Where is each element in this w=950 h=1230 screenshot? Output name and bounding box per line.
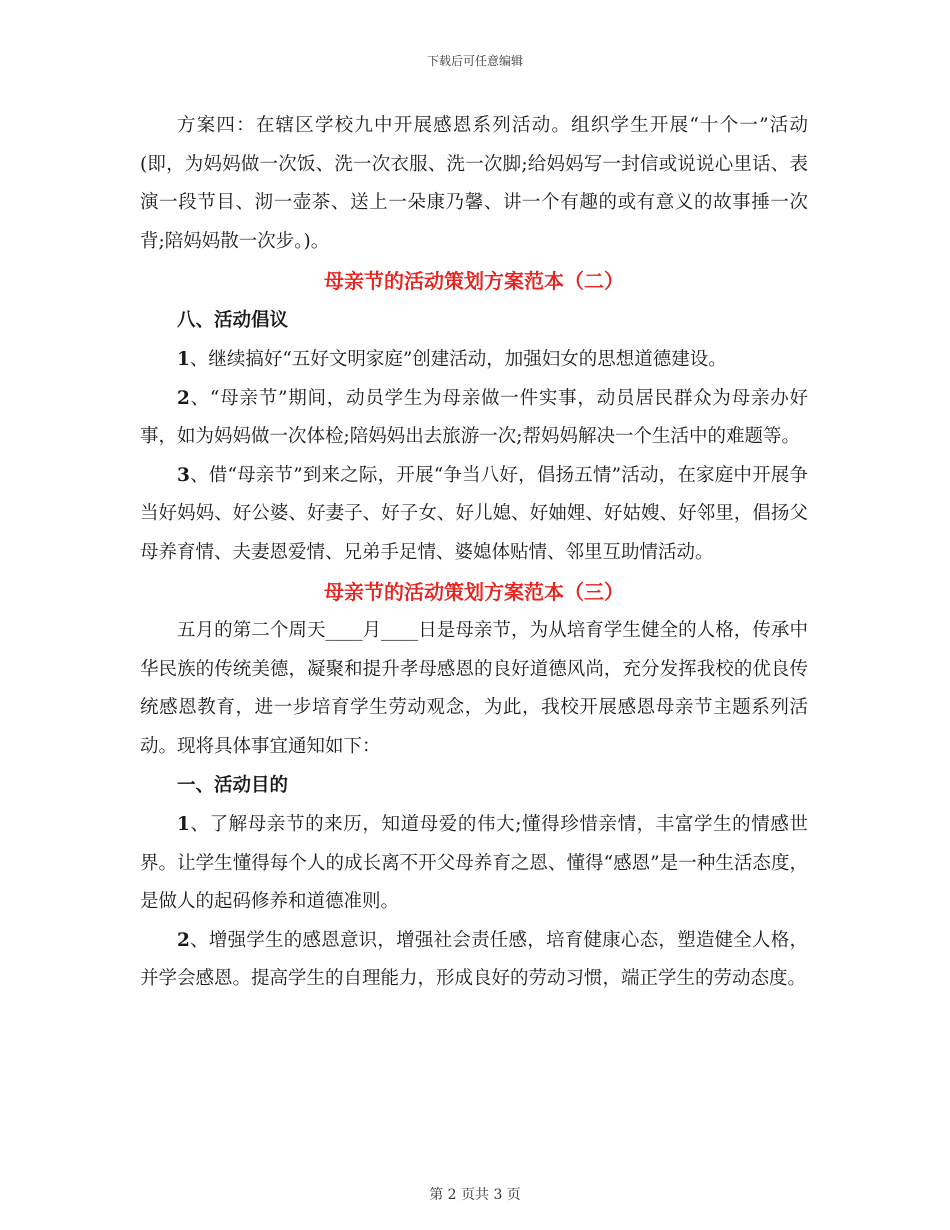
- proposal-item-1: [140, 341, 808, 380]
- paragraph-plan-four: 方案四：在辖区学校九中开展感恩系列活动。组织学生开展“十个一”活动(即，为妈妈做一次饭、洗一次衣服、洗一次脚;给妈妈写一封信或说说心里话、表演一段节目、沏一壶茶、送上一朵康乃馨、讲一个有趣的或有意义的故事捶一次背;陪妈妈散一次步。)。: [140, 115, 808, 252]
- item-number: 2: [177, 387, 190, 409]
- section-title-three: 母亲节的活动策划方案范本（三）: [324, 580, 624, 604]
- purpose-item-2: [140, 922, 808, 999]
- heading-activity-purpose: 一、活动目的: [177, 775, 289, 796]
- document-body: [140, 107, 808, 999]
- section-title-two: 母亲节的活动策划方案范本（二）: [324, 269, 624, 293]
- proposal-item-3: [140, 457, 808, 573]
- item-text: 、“母亲节”期间，动员学生为母亲做一件实事，动员居民群众为母亲办好事，如为妈妈做一次体检;陪妈妈出去旅游一次;帮妈妈解决一个生活中的难题等。: [140, 387, 808, 447]
- item-text: 、继续搞好“五好文明家庭”创建活动，加强妇女的思想道德建设。: [189, 349, 727, 370]
- item-text: 、增强学生的感恩意识，增强社会责任感，培育健康心态，塑造健全人格，并学会感恩。提高学生的自理能力，形成良好的劳动习惯，端正学生的劳动态度。: [140, 929, 808, 989]
- item-text: 、借“母亲节”到来之际，开展“争当八好，倡扬五情”活动，在家庭中开展争当好妈妈、好公婆、好妻子、好子女、好儿媳、好妯娌、好姑嫂、好邻里，倡扬父母养育情、夫妻恩爱情、兄弟手足情、婆媳体贴情、邻里互助情活动。: [140, 464, 808, 563]
- item-number: 1: [177, 814, 190, 835]
- paragraph-intro: 五月的第二个周天____月____日是母亲节，为从培育学生健全的人格，传承中华民族的传统美德，凝聚和提升孝母感恩的良好道德风尚，充分发挥我校的优良传统感恩教育，进一步培育学生劳动观念，为此，我校开展感恩母亲节主题系列活动。现将具体事宜通知如下：: [140, 620, 808, 757]
- item-text: 、了解母亲节的来历，知道母爱的伟大;懂得珍惜亲情，丰富学生的情感世界。让学生懂得每个人的成长离不开父母养育之恩、懂得“感恩”是一种生活态度，是做人的起码修养和道德准则。: [140, 814, 808, 912]
- heading-activity-proposal: 八、活动倡议: [177, 310, 289, 331]
- proposal-item-2: [140, 380, 808, 457]
- purpose-item-1: [140, 806, 808, 922]
- item-number: 2: [177, 929, 190, 951]
- page-footer: 第 2 页共 3 页: [429, 1187, 521, 1203]
- item-number: 3: [177, 464, 190, 486]
- item-number: 1: [177, 349, 190, 370]
- page-header: 下载后可任意编辑: [426, 54, 523, 68]
